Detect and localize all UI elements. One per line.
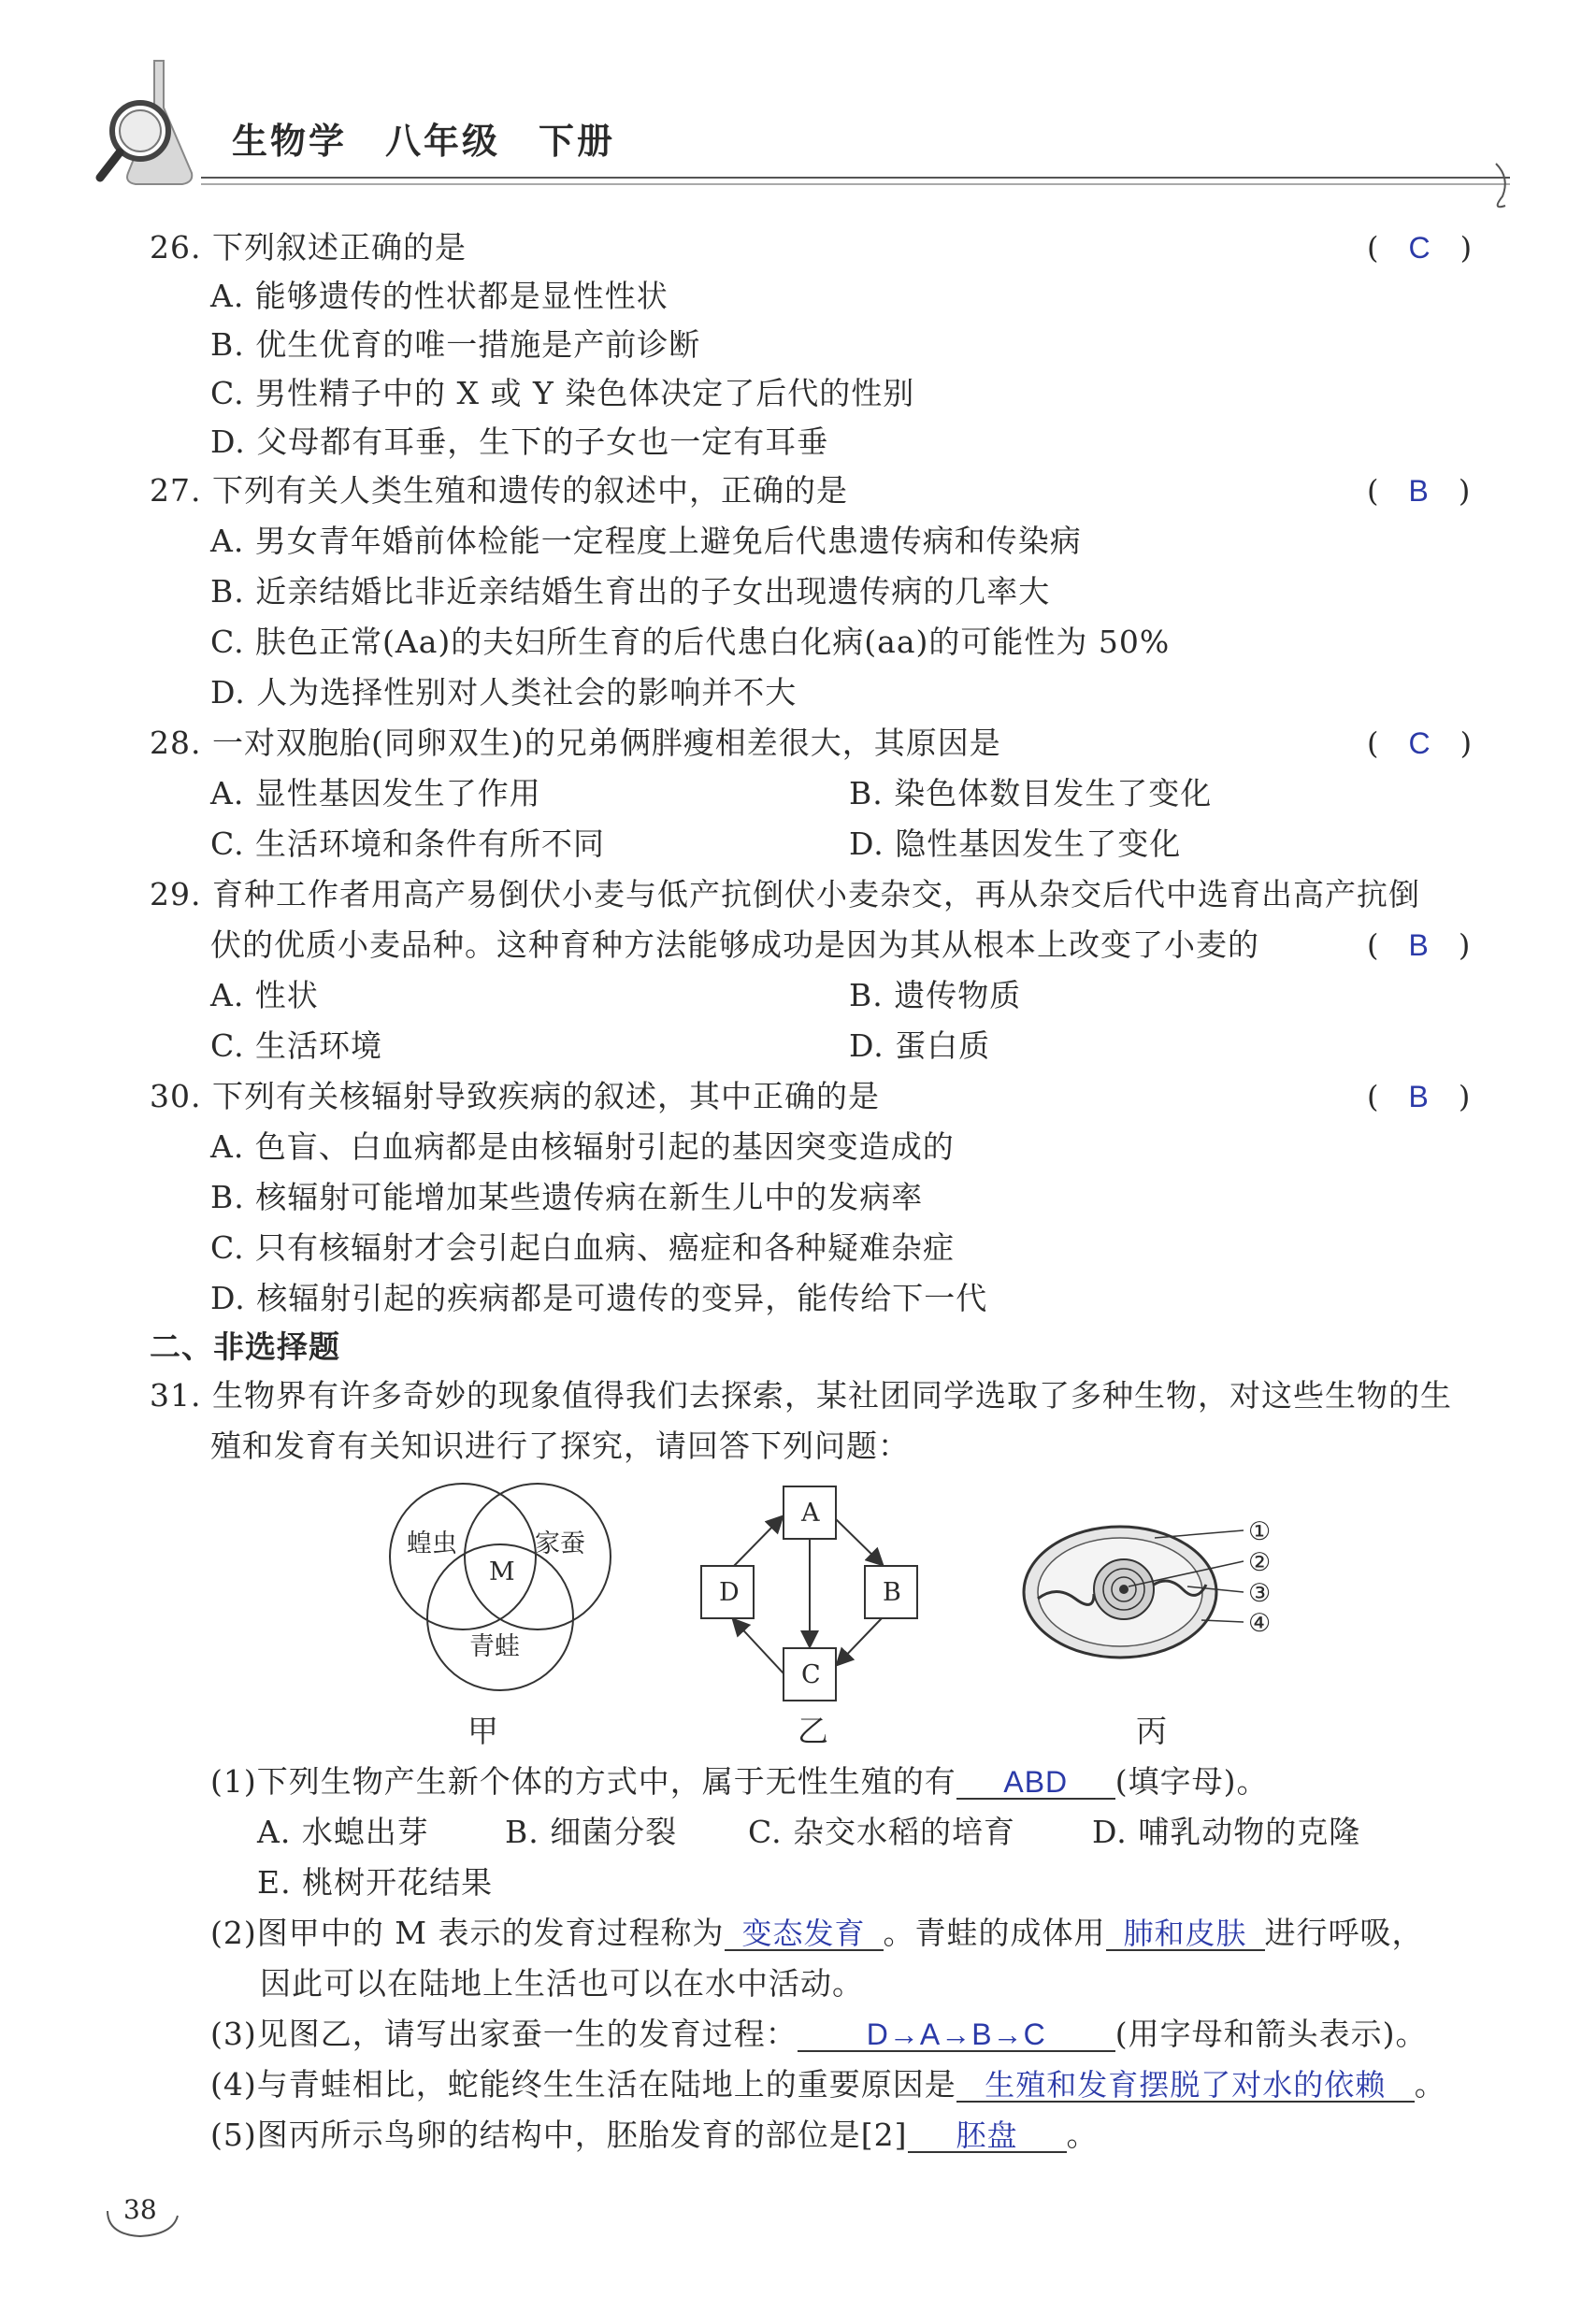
venn-label-locust: 蝗虫 bbox=[407, 1529, 457, 1558]
q31-part5 bbox=[210, 2115, 1099, 2156]
q31-part3 bbox=[210, 2014, 1428, 2055]
arrow-b-to-c bbox=[838, 1618, 882, 1664]
q27-option-a: A. 男女青年婚前体检能一定程度上避免后代患遗传病和传染病 bbox=[210, 523, 1082, 559]
q28-option-c: C. 生活环境和条件有所不同 bbox=[210, 825, 606, 862]
q26-option-d: D. 父母都有耳垂，生下的子女也一定有耳垂 bbox=[210, 424, 829, 460]
q28-option-d: D. 隐性基因发生了变化 bbox=[849, 825, 1182, 862]
cycle-label-a: A bbox=[801, 1499, 820, 1528]
q31-part3-suffix: (用字母和箭头表示)。 bbox=[1114, 2016, 1428, 2052]
figure-bing-caption: 丙 bbox=[1136, 1713, 1168, 1749]
q31-part4-text: (4)与青蛙相比，蛇能终生生活在陆地上的重要原因是 bbox=[210, 2066, 956, 2103]
q31-part5-blank bbox=[908, 2119, 1067, 2153]
figure-yi-caption: 乙 bbox=[798, 1713, 829, 1749]
q28-answer: C bbox=[1408, 726, 1431, 760]
q31-part4-blank bbox=[956, 2069, 1415, 2103]
figure-yi-cycle bbox=[697, 1482, 940, 1716]
section-heading: 二、非选择题 bbox=[150, 1328, 340, 1365]
q30-option-b: B. 核辐射可能增加某些遗传病在新生儿中的发病率 bbox=[210, 1179, 924, 1215]
figure-jia-caption: 甲 bbox=[467, 1713, 499, 1749]
q31-part1-blank bbox=[956, 1766, 1115, 1800]
arrow-c-to-d bbox=[734, 1620, 784, 1673]
q31-part1-answer: ABD bbox=[1003, 1765, 1069, 1799]
egg-germinal-disc bbox=[1119, 1585, 1129, 1594]
cycle-label-b: B bbox=[883, 1578, 901, 1607]
q31-part5-suffix: 。 bbox=[1066, 2117, 1099, 2153]
q31-part5-answer: 胚盘 bbox=[956, 2118, 1018, 2152]
egg-mark-4: ④ bbox=[1248, 1609, 1272, 1638]
q26-answer: C bbox=[1408, 231, 1431, 265]
q30-option-c: C. 只有核辐射才会引起白血病、癌症和各种疑难杂症 bbox=[210, 1229, 956, 1266]
q31-part2-line2: 因此可以在陆地上生活也可以在水中活动。 bbox=[260, 1965, 864, 2002]
q29-answer: B bbox=[1408, 928, 1429, 962]
q31-part3-answer: D→A→B→C bbox=[866, 2017, 1046, 2051]
venn-label-silkworm: 家蚕 bbox=[535, 1529, 585, 1558]
q31-part2-blank2 bbox=[1106, 1917, 1265, 1951]
q27-option-d: D. 人为选择性别对人类社会的影响并不大 bbox=[210, 674, 798, 711]
cycle-label-c: C bbox=[801, 1660, 821, 1689]
q31-part1 bbox=[210, 1761, 1269, 1802]
q31-part1-text: (1)下列生物产生新个体的方式中，属于无性生殖的有 bbox=[210, 1763, 956, 1800]
page-number: 38 bbox=[123, 2194, 157, 2225]
q30-option-a: A. 色盲、白血病都是由核辐射引起的基因突变造成的 bbox=[210, 1128, 955, 1165]
q30-option-d: D. 核辐射引起的疾病都是可遗传的变异，能传给下一代 bbox=[210, 1280, 988, 1316]
egg-mark-3: ③ bbox=[1248, 1579, 1272, 1608]
q31-part1-option-c: C. 杂交水稻的培育 bbox=[748, 1814, 1016, 1850]
q26-answer-paren: ( C ) bbox=[1367, 230, 1473, 266]
q31-part2-answer1: 变态发育 bbox=[741, 1917, 866, 1950]
header-rule bbox=[201, 159, 1529, 215]
q27-option-b: B. 近亲结婚比非近亲结婚生育出的子女出现遗传病的几率大 bbox=[210, 573, 1051, 610]
q31-part2-blank1 bbox=[725, 1917, 884, 1951]
q30-stem: 30. 下列有关核辐射导致疾病的叙述，其中正确的是 bbox=[150, 1078, 880, 1114]
q31-part3-text: (3)见图乙，请写出家蚕一生的发育过程： bbox=[210, 2016, 798, 2052]
q27-stem: 27. 下列有关人类生殖和遗传的叙述中，正确的是 bbox=[150, 472, 848, 509]
q31-part3-blank bbox=[798, 2018, 1115, 2052]
q28-option-b: B. 染色体数目发生了变化 bbox=[849, 775, 1213, 811]
q30-answer-paren: ( B ) bbox=[1367, 1079, 1471, 1114]
cycle-label-d: D bbox=[719, 1578, 740, 1607]
q31-part4-suffix: 。 bbox=[1414, 2066, 1446, 2103]
q29-stem-line1: 29. 育种工作者用高产易倒伏小麦与低产抗倒伏小麦杂交，再从杂交后代中选育出高产抗倒 bbox=[150, 876, 1420, 912]
q28-answer-paren: ( C ) bbox=[1367, 725, 1473, 761]
q28-option-a: A. 显性基因发生了作用 bbox=[210, 775, 541, 811]
q26-option-b: B. 优生优育的唯一措施是产前诊断 bbox=[210, 326, 701, 363]
q31-part2-mid: 。青蛙的成体用 bbox=[883, 1915, 1106, 1951]
q31-part2-answer2: 肺和皮肤 bbox=[1123, 1917, 1247, 1950]
q31-part1-option-d: D. 哺乳动物的克隆 bbox=[1092, 1814, 1361, 1850]
egg-mark-1: ① bbox=[1248, 1517, 1272, 1546]
q27-answer: B bbox=[1408, 474, 1429, 508]
q29-option-a: A. 性状 bbox=[210, 977, 319, 1013]
figure-bing-egg bbox=[1019, 1510, 1300, 1678]
venn-label-frog: 青蛙 bbox=[469, 1632, 520, 1661]
q31-part1-suffix: (填字母)。 bbox=[1114, 1763, 1269, 1800]
q29-option-d: D. 蛋白质 bbox=[849, 1027, 991, 1064]
q26-option-c: C. 男性精子中的 X 或 Y 染色体决定了后代的性别 bbox=[210, 375, 915, 411]
q30-answer: B bbox=[1408, 1080, 1429, 1113]
q31-part4-answer: 生殖和发育摆脱了对水的依赖 bbox=[985, 2068, 1387, 2102]
q31-part2 bbox=[210, 1913, 1424, 1954]
q28-stem: 28. 一对双胞胎(同卵双生)的兄弟俩胖瘦相差很大，其原因是 bbox=[150, 725, 1001, 761]
q31-part1-option-a: A. 水螅出芽 bbox=[257, 1814, 429, 1850]
arrow-d-to-a bbox=[734, 1517, 782, 1566]
arrow-a-to-b bbox=[836, 1519, 882, 1564]
q31-part4 bbox=[210, 2064, 1446, 2105]
q31-stem-line1: 31. 生物界有许多奇妙的现象值得我们去探索，某社团同学选取了多种生物，对这些生物的生 bbox=[150, 1377, 1452, 1414]
q27-option-c: C. 肤色正常(Aa)的夫妇所生育的后代患白化病(aa)的可能性为 50% bbox=[210, 624, 1171, 660]
q26-option-a: A. 能够遗传的性状都是显性性状 bbox=[210, 278, 669, 314]
q26-stem: 26. 下列叙述正确的是 bbox=[150, 229, 467, 266]
q29-option-b: B. 遗传物质 bbox=[849, 977, 1022, 1013]
figure-jia-venn bbox=[374, 1477, 636, 1730]
venn-label-m: M bbox=[489, 1558, 515, 1586]
q27-answer-paren: ( B ) bbox=[1367, 473, 1471, 509]
q31-part1-option-e: E. 桃树开花结果 bbox=[257, 1864, 494, 1901]
q29-option-c: C. 生活环境 bbox=[210, 1027, 383, 1064]
q31-part1-option-b: B. 细菌分裂 bbox=[505, 1814, 678, 1850]
egg-mark-2: ② bbox=[1248, 1548, 1272, 1577]
q31-part2-text: (2)图甲中的 M 表示的发育过程称为 bbox=[210, 1915, 725, 1951]
page-header-title: 生物学 八年级 下册 bbox=[232, 120, 616, 162]
q31-stem-line2: 殖和发育有关知识进行了探究，请回答下列问题： bbox=[210, 1428, 910, 1464]
q31-part5-text: (5)图丙所示鸟卵的结构中，胚胎发育的部位是[2] bbox=[210, 2117, 908, 2153]
q31-part2-suffix: 进行呼吸， bbox=[1264, 1915, 1424, 1951]
q29-answer-paren: ( B ) bbox=[1367, 927, 1471, 963]
q29-stem-line2: 伏的优质小麦品种。这种育种方法能够成功是因为其从根本上改变了小麦的 bbox=[210, 926, 1259, 963]
